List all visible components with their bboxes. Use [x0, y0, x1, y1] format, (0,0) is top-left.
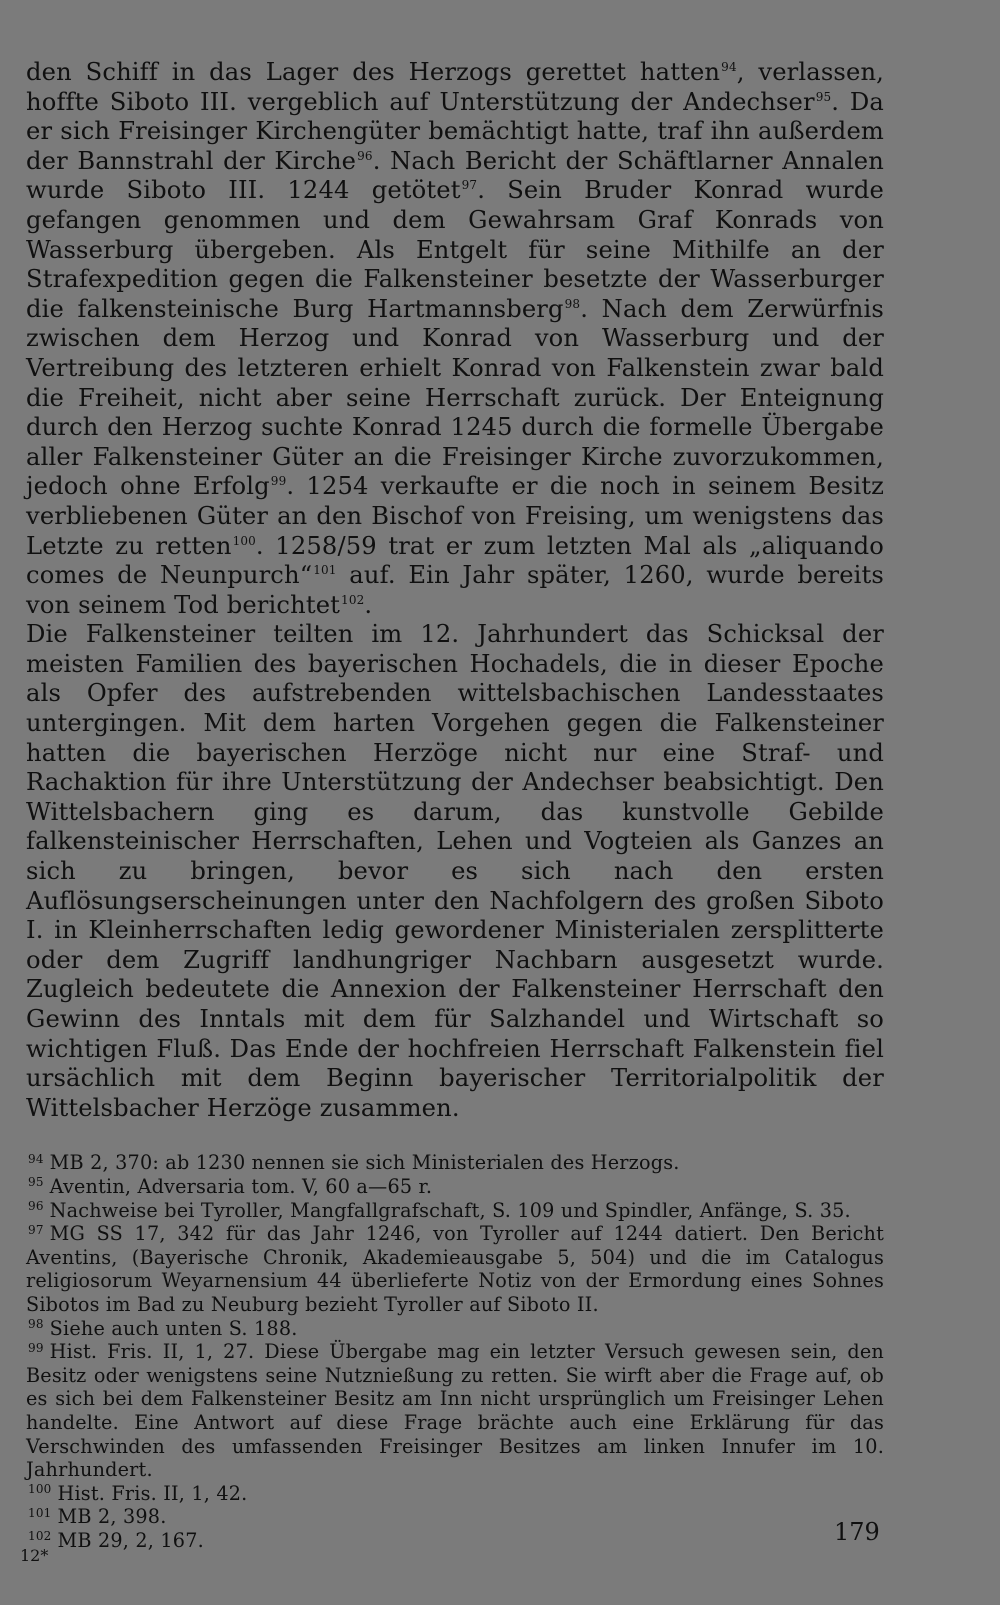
paragraph-2: Die Falkensteiner teilten im 12. Jahrhundert das Schicksal der meisten Familien des bayerischen Hochadels, die in dieser Epoche als Opfer des aufstrebenden wittelsbachischen Landesstaates untergingen. Mit dem harten Vorgehen gegen die Falkensteiner hatten die bayerischen Herzöge nicht nur eine Straf- und Rachaktion für ihre Unterstützung der Andechser beabsichtigt. Den Wittelsbachern ging es darum, das kunstvolle Gebilde falkensteinischer Herrschaften, Lehen und Vogteien als Ganzes an sich zu bringen, bevor es sich nach den ersten Auflösungserscheinungen unter den Nachfolgern des großen Siboto I. in Kleinherrschaften ledig gewordener Ministerialen zersplitterte oder dem Zugriff landhungriger Nachbarn ausgesetzt wurde. Zugleich bedeutete die Annexion der Falkensteiner Herrschaft den Gewinn des Inntals mit dem für Salzhandel und Wirtschaft so wichtigen Fluß. Das Ende der hochfreien Herrschaft Falkenstein fiel ursächlich mit dem Beginn bayerischer Territorialpolitik der Wittelsbacher Herzöge zusammen. — [26, 620, 884, 1122]
text-segment: . Nach Bericht der Schäftlarner Annalen wurde Siboto III. 1244 getötet — [26, 146, 884, 205]
footnote-number: 100 — [28, 1482, 52, 1497]
footnotes — [26, 1151, 884, 1552]
footnote-99 — [26, 1340, 884, 1482]
footnote-ref-95[interactable]: 95 — [815, 89, 832, 104]
footnote-text: Hist. Fris. II, 1, 27. Diese Übergabe mag ein letzter Versuch gewesen sein, den Besitz oder wenigstens seine Nutznießung zu retten. Sie wirft aber die Frage auf, ob es sich bei dem Falkensteiner Besitz am Inn nicht ursprünglich um Freisinger Lehen handelte. Eine Antwort auf diese Frage brächte auch eine Erklärung für das Verschwinden des umfassenden Freisinger Besitzes am linken Innufer im 10. Jahrhundert. — [26, 1340, 884, 1482]
footnote-96 — [26, 1199, 884, 1223]
footnote-101 — [26, 1505, 884, 1529]
footnote-98 — [26, 1317, 884, 1341]
footnote-number: 102 — [28, 1529, 52, 1544]
text-segment: . 1254 verkaufte er die noch in seinem Besitz verbliebenen Güter an den Bischof von Freising, um wenigstens das Letzte zu retten — [26, 472, 884, 560]
footnote-number: 94 — [28, 1151, 44, 1166]
text-segment: . — [364, 590, 373, 619]
footnote-text: MB 29, 2, 167. — [57, 1528, 204, 1552]
footnote-text: Siehe auch unten S. 188. — [49, 1316, 298, 1340]
footnote-ref-94[interactable]: 94 — [721, 60, 737, 74]
footnote-ref-101[interactable]: 101 — [313, 563, 337, 578]
footnote-ref-97[interactable]: 97 — [461, 178, 478, 193]
text-segment: . Nach dem Zerwürfnis zwischen dem Herzog und Konrad von Wasserburg und der Vertreibung des letzteren erhielt Konrad von Falkenstein zwar bald die Freiheit, nicht aber seine Herrschaft zurück. Der Enteignung durch den Herzog suchte Konrad 1245 durch die formelle Übergabe aller Falkensteiner Güter an die Freisinger Kirche zuvorzukommen, jedoch ohne Erfolg — [26, 294, 884, 501]
footnote-ref-102[interactable]: 102 — [341, 592, 365, 607]
footnote-100 — [26, 1482, 884, 1506]
footnote-number: 97 — [28, 1222, 44, 1237]
main-text — [26, 58, 884, 1123]
page-content — [26, 58, 884, 1552]
footnote-text: MB 2, 398. — [57, 1505, 167, 1529]
footnote-95 — [26, 1175, 884, 1199]
footnote-ref-96[interactable]: 96 — [357, 148, 373, 163]
text-segment: den Schiff in das Lager des Herzogs gerettet hatten — [26, 58, 721, 86]
footnote-text: Nachweise bei Tyroller, Mangfallgrafschaft, S. 109 und Spindler, Anfänge, S. 35. — [49, 1198, 851, 1222]
footnote-number: 101 — [28, 1505, 52, 1520]
text-segment: . Da er sich Freisinger Kirchengüter bemächtigt hatte, traf ihn außerdem der Bannstrahl der Kirche — [26, 87, 884, 175]
printer-signature-mark: 12* — [20, 1546, 49, 1565]
footnote-97 — [26, 1222, 884, 1316]
footnote-ref-100[interactable]: 100 — [232, 533, 256, 548]
text-segment: . Sein Bruder Konrad wurde gefangen genommen und dem Gewahrsam Graf Konrads von Wasserburg übergeben. Als Entgelt für seine Mithilfe an der Strafexpedition gegen die Falkensteiner besetzte der Wasserburger die falkensteinische Burg Hartmannsberg — [26, 176, 884, 323]
footnote-ref-99[interactable]: 99 — [270, 474, 287, 489]
footnote-text: Hist. Fris. II, 1, 42. — [57, 1481, 248, 1505]
footnote-number: 99 — [28, 1340, 44, 1355]
footnote-number: 98 — [28, 1316, 44, 1331]
text-segment: , verlassen, hoffte Siboto III. vergeblich auf Unterstützung der Andechser — [26, 58, 885, 116]
footnote-number: 95 — [28, 1175, 44, 1190]
footnote-ref-98[interactable]: 98 — [564, 296, 581, 311]
footnote-number: 96 — [28, 1198, 44, 1213]
page-number: 179 — [834, 1518, 880, 1546]
footnote-text: Aventin, Adversaria tom. V, 60 a—65 r. — [49, 1174, 433, 1198]
footnote-102 — [26, 1529, 884, 1553]
text-segment: auf. Ein Jahr später, 1260, wurde bereits von seinem Tod berichtet — [26, 561, 884, 619]
footnote-94 — [26, 1151, 884, 1175]
text-segment: . 1258/59 trat er zum letzten Mal als „aliquando comes de Neunpurch“ — [26, 531, 884, 590]
footnote-text: MB 2, 370: ab 1230 nennen sie sich Ministerialen des Herzogs. — [49, 1151, 680, 1175]
paragraph-1 — [26, 58, 884, 620]
footnote-text: MG SS 17, 342 für das Jahr 1246, von Tyroller auf 1244 datiert. Den Bericht Aventins, (Bayerische Chronik, Akademieausgabe 5, 504) und die im Catalogus religiosorum Weyarnensium 44 überlieferte Notiz von der Ermordung eines Sohnes Sibotos im Bad zu Neuburg bezieht Tyroller auf Siboto II. — [26, 1222, 884, 1316]
